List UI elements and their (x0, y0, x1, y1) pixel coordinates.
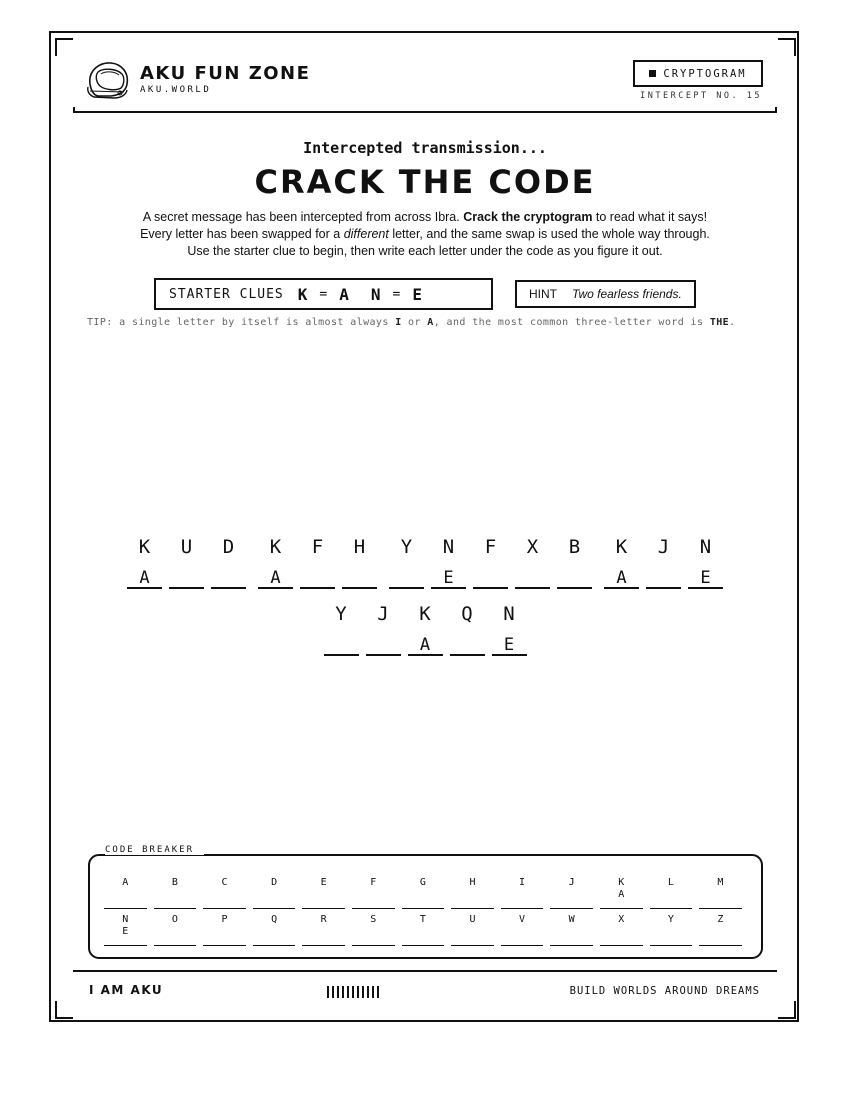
corner-mark (778, 38, 796, 56)
footer-tagline: BUILD WORLDS AROUND DREAMS (569, 985, 760, 997)
cipher-cell (324, 602, 359, 656)
answer-blank[interactable] (211, 565, 246, 589)
cipher-cell (473, 535, 508, 589)
cipher-cell (688, 535, 723, 589)
cipher-letter: N (699, 536, 712, 558)
instruction-text: A secret message has been intercepted from across Ibra. (142, 210, 464, 224)
cipher-cell (342, 535, 377, 589)
cipher-cell (604, 535, 639, 589)
tip-emphasis: THE (709, 317, 730, 328)
answer-blank[interactable]: E (688, 565, 723, 589)
instructions (100, 209, 750, 260)
code-breaker-cell[interactable] (402, 875, 445, 909)
code-breaker-letter: G (419, 877, 426, 888)
cipher-cell (557, 535, 592, 589)
code-breaker-letter: O (171, 914, 178, 925)
cipher-cell (127, 535, 162, 589)
code-breaker-letter: D (271, 877, 278, 888)
code-breaker-solution: E (122, 926, 129, 937)
code-breaker-letter: S (370, 914, 377, 925)
cipher-letter: K (269, 536, 282, 558)
answer-blank[interactable]: A (127, 565, 162, 589)
category-badge (633, 60, 763, 87)
cipher-cell (366, 602, 401, 656)
instruction-text: Every letter has been swapped for a (140, 227, 344, 241)
code-breaker-letter: I (519, 877, 526, 888)
code-breaker-cell[interactable] (154, 912, 197, 946)
code-breaker-letter: J (568, 877, 575, 888)
code-breaker-cell[interactable] (699, 875, 742, 909)
code-breaker-row-2 (104, 912, 742, 946)
cipher-word (127, 535, 246, 589)
cipher-letter: K (138, 536, 151, 558)
cipher-letter: N (503, 603, 515, 625)
square-icon (649, 70, 656, 77)
answer-blank[interactable] (557, 565, 592, 589)
header-divider (73, 107, 777, 113)
cipher-cell (258, 535, 293, 589)
intercept-number: INTERCEPT NO. 15 (640, 91, 762, 101)
hint-box (515, 280, 696, 308)
cipher-cell (169, 535, 204, 589)
code-breaker-letter: M (717, 877, 724, 888)
instruction-emphasis: different (343, 227, 389, 241)
cipher-letter: K (419, 603, 431, 625)
code-breaker-cell[interactable] (352, 912, 395, 946)
code-breaker-cell[interactable] (104, 875, 147, 909)
tip-fragment: . (729, 317, 736, 328)
cipher-letter: B (568, 536, 581, 558)
code-breaker-cell[interactable] (253, 875, 296, 909)
code-breaker-letter: X (618, 914, 625, 925)
code-breaker-letter: N (122, 914, 129, 925)
clue-plain-letter: A (339, 284, 349, 304)
tip-text (87, 317, 767, 328)
answer-blank[interactable] (515, 565, 550, 589)
answer-blank[interactable] (342, 565, 377, 589)
code-breaker-cell[interactable] (650, 912, 693, 946)
hint-label: HINT (529, 287, 557, 301)
code-breaker-cell[interactable] (154, 875, 197, 909)
code-breaker-cell[interactable] (253, 912, 296, 946)
instruction-line (100, 226, 750, 243)
kicker-text: Intercepted transmission... (303, 139, 547, 157)
code-breaker-cell[interactable] (501, 875, 544, 909)
cipher-letter: Y (335, 603, 347, 625)
cipher-cell (211, 535, 246, 589)
code-breaker-letter: H (469, 877, 476, 888)
code-breaker-letter: Q (271, 914, 278, 925)
answer-blank[interactable] (366, 632, 401, 656)
cipher-word (389, 535, 592, 589)
corner-mark (55, 38, 73, 56)
cipher-letter: K (615, 536, 628, 558)
code-breaker-cell[interactable] (402, 912, 445, 946)
answer-blank[interactable]: A (604, 565, 639, 589)
code-breaker-cell[interactable] (650, 875, 693, 909)
cipher-line-1 (0, 535, 850, 589)
answer-blank[interactable] (169, 565, 204, 589)
tip-emphasis: A (427, 317, 434, 328)
cipher-letter: N (442, 536, 455, 558)
answer-blank[interactable] (646, 565, 681, 589)
page-title: CRACK THE CODE (254, 163, 596, 201)
brand-site: AKU.WORLD (140, 85, 212, 95)
cipher-letter: F (484, 536, 497, 558)
answer-blank[interactable] (473, 565, 508, 589)
cipher-letter: J (377, 603, 389, 625)
answer-blank[interactable] (450, 632, 485, 656)
answer-blank[interactable]: E (492, 632, 527, 656)
instruction-text: to read what it says! (592, 210, 708, 224)
answer-blank[interactable] (324, 632, 359, 656)
code-breaker-letter: E (320, 877, 327, 888)
code-breaker-cell[interactable] (501, 912, 544, 946)
code-breaker-letter: A (122, 877, 129, 888)
cipher-cell (492, 602, 527, 656)
cipher-letter: X (526, 536, 539, 558)
clue-pair (298, 285, 349, 304)
clue-pair (371, 285, 422, 304)
code-breaker-cell[interactable] (302, 875, 345, 909)
code-breaker-cell[interactable] (203, 912, 246, 946)
hint-text: Two fearless friends. (572, 287, 682, 301)
code-breaker-label: CODE BREAKER (105, 845, 204, 856)
code-breaker-cell[interactable] (550, 912, 593, 946)
code-breaker-cell[interactable] (600, 875, 643, 909)
clue-plain-letter: E (412, 284, 422, 304)
astronaut-helmet-icon (86, 60, 130, 100)
cipher-line-2 (0, 602, 850, 656)
corner-mark (778, 1001, 796, 1019)
cipher-cell (431, 535, 466, 589)
instruction-text: letter, and the same swap is used the whole way through. (388, 227, 710, 241)
code-breaker-cell[interactable] (302, 912, 345, 946)
code-breaker-letter: R (320, 914, 327, 925)
cipher-cell (646, 535, 681, 589)
code-breaker-cell[interactable] (600, 912, 643, 946)
tip-fragment: , and the most common three-letter word is (433, 317, 710, 328)
starter-clues-label: STARTER CLUES (169, 286, 284, 302)
code-breaker-letter: C (221, 877, 228, 888)
clue-cipher-letter: K (297, 284, 308, 304)
answer-blank[interactable] (300, 565, 335, 589)
brand-title: AKU FUN ZONE (140, 63, 311, 84)
code-breaker-letter: T (419, 914, 426, 925)
code-breaker-cell[interactable] (451, 912, 494, 946)
answer-blank[interactable]: A (258, 565, 293, 589)
code-breaker-letter: U (469, 914, 476, 925)
code-breaker-letter: V (519, 914, 526, 925)
cipher-letter: F (311, 536, 324, 558)
cipher-letter: J (657, 536, 670, 558)
tip-fragment: TIP: a single letter by itself is almost always (87, 317, 396, 328)
cipher-letter: H (353, 536, 366, 558)
tip-emphasis: I (395, 317, 402, 328)
code-breaker-letter: B (171, 877, 178, 888)
category-label: CRYPTOGRAM (663, 67, 747, 80)
code-breaker-cell[interactable] (352, 875, 395, 909)
code-breaker-cell[interactable] (451, 875, 494, 909)
instruction-emphasis: Crack the cryptogram (463, 210, 593, 224)
starter-clues-box (154, 278, 493, 310)
answer-blank[interactable]: A (408, 632, 443, 656)
code-breaker-solution: A (618, 889, 625, 900)
code-breaker-cell[interactable] (104, 912, 147, 946)
cipher-word (604, 535, 723, 589)
code-breaker-letter: F (370, 877, 377, 888)
code-breaker-letter: Z (717, 914, 724, 925)
code-breaker-row-1 (104, 875, 742, 909)
cipher-letter: D (222, 536, 235, 558)
code-breaker-cell[interactable] (550, 875, 593, 909)
answer-blank[interactable]: E (431, 565, 466, 589)
instruction-line: Use the starter clue to begin, then write each letter under the code as you figure it out. (187, 244, 663, 258)
clue-equals: = (392, 286, 401, 302)
footer-brand: I AM AKU (89, 983, 164, 997)
clue-equals: = (319, 286, 328, 302)
code-breaker-letter: W (568, 914, 575, 925)
cipher-cell (515, 535, 550, 589)
code-breaker-cell[interactable] (203, 875, 246, 909)
cipher-word (258, 535, 377, 589)
tip-fragment: or (401, 317, 428, 328)
cipher-cell (450, 602, 485, 656)
code-breaker-letter: K (618, 877, 625, 888)
clue-cipher-letter: N (370, 284, 381, 304)
code-breaker-letter: P (221, 914, 228, 925)
code-breaker-letter: Y (667, 914, 674, 925)
cipher-letter: U (180, 536, 193, 558)
cipher-letter: Q (461, 603, 473, 625)
cipher-cell (408, 602, 443, 656)
answer-blank[interactable] (389, 565, 424, 589)
instruction-line (100, 209, 750, 226)
cipher-cell (300, 535, 335, 589)
footer-divider (73, 970, 777, 972)
code-breaker-cell[interactable] (699, 912, 742, 946)
barcode-icon (327, 986, 379, 998)
corner-mark (55, 1001, 73, 1019)
cipher-word (324, 602, 527, 656)
cipher-letter: Y (400, 536, 413, 558)
cipher-cell (389, 535, 424, 589)
code-breaker-letter: L (667, 877, 674, 888)
